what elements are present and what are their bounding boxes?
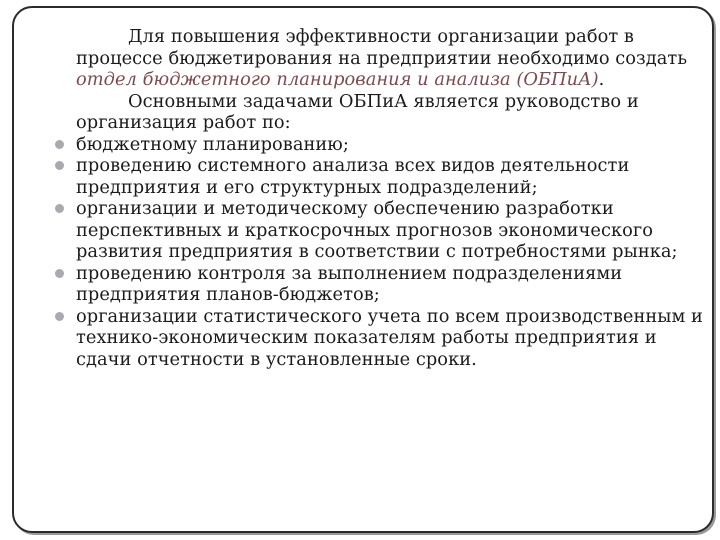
list-item <box>76 198 708 263</box>
task-list <box>76 134 708 371</box>
list-item <box>76 263 708 306</box>
bullet-icon <box>55 161 64 170</box>
list-item <box>76 134 708 156</box>
department-name: отдел бюджетного планирования и анализа (ОБПиА) <box>76 69 599 90</box>
tasks-intro-paragraph: Основными задачами ОБПиА является руководство и организация работ по: <box>76 90 639 133</box>
list-item-text: организации статистического учета по всем производственным и технико-экономическим показателям работы предприятия и сдачи отчетности в установленные сроки. <box>76 305 703 370</box>
list-item-text: проведению системного анализа всех видов деятельности предприятия и его структурных подразделений; <box>76 155 630 198</box>
list-item-text: проведению контроля за выполнением подразделениями предприятия планов-бюджетов; <box>76 262 623 305</box>
bullet-icon <box>55 204 64 213</box>
intro-paragraph <box>76 26 708 91</box>
bullet-icon <box>55 269 64 278</box>
list-item <box>76 155 708 198</box>
slide-content <box>76 26 708 370</box>
bullet-icon <box>55 312 64 321</box>
intro-text-before: Для повышения эффективности организации работ в процессе бюджетирования на предприятии необходимо создать <box>76 26 688 69</box>
list-item-text: бюджетному планированию; <box>76 133 349 155</box>
list-item <box>76 306 708 371</box>
bullet-icon <box>55 140 64 149</box>
list-item-text: организации и методическому обеспечению разработки перспективных и краткосрочных прогнозов экономического развития предприятия в соответствии с потребностями рынка; <box>76 198 678 262</box>
intro-text-after: . <box>598 69 605 90</box>
